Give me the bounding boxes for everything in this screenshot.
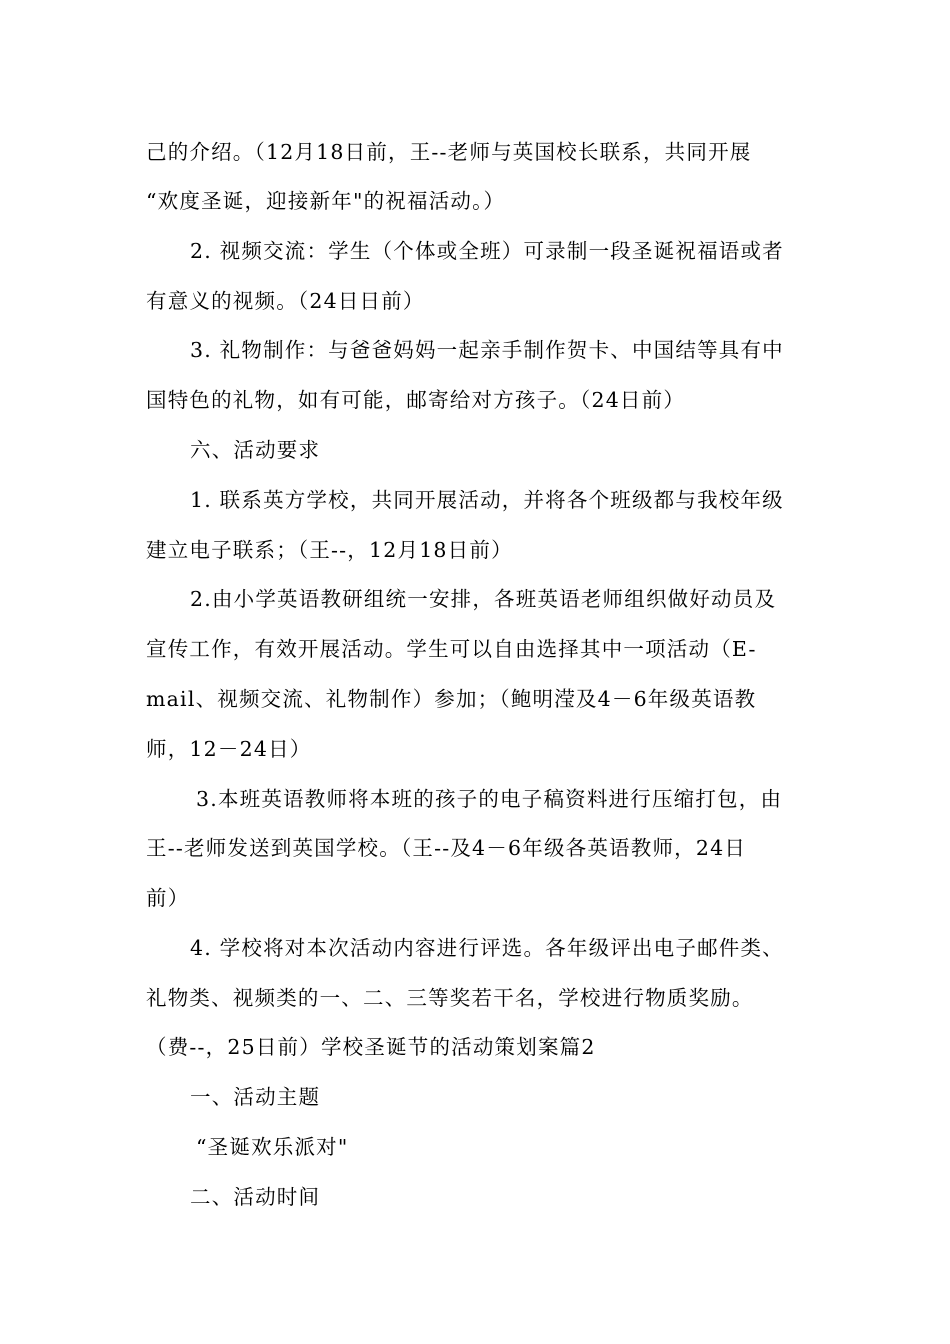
section-heading: 六、活动要求 (190, 438, 321, 462)
text-line: 建立电子联系；（王--，12月18日前） (146, 538, 513, 562)
text-line: 3. 礼物制作：与爸爸妈妈一起亲手制作贺卡、中国结等具有中 (190, 338, 784, 362)
text-line: 国特色的礼物，如有可能，邮寄给对方孩子。（24日前） (146, 388, 686, 412)
text-line: 礼物类、视频类的一、二、三等奖若干名，学校进行物质奖励。 (146, 986, 754, 1010)
text-line: 2.由小学英语教研组统一安排，各班英语老师组织做好动员及 (190, 587, 777, 611)
section-heading: 二、活动时间 (190, 1185, 321, 1209)
text-line: “欢度圣诞，迎接新年"的祝福活动。） (146, 189, 506, 213)
text-line: 师，12－24日） (146, 737, 312, 761)
text-line: 宣传工作，有效开展活动。学生可以自由选择其中一项活动（E- (146, 637, 757, 661)
text-line: 王--老师发送到英国学校。（王--及4－6年级各英语教师，24日 (146, 836, 747, 860)
text-line: mail、视频交流、礼物制作）参加；（鲍明滢及4－6年级英语教 (146, 687, 757, 711)
text-line: 2. 视频交流：学生（个体或全班）可录制一段圣诞祝福语或者 (190, 239, 784, 263)
text-line: 有意义的视频。（24日日前） (146, 289, 425, 313)
text-line: 己的介绍。（12月18日前，王--老师与英国校长联系，共同开展 (146, 140, 752, 164)
text-line: 4. 学校将对本次活动内容进行评选。各年级评出电子邮件类、 (190, 936, 784, 960)
text-line: 3.本班英语教师将本班的孩子的电子稿资料进行压缩打包，由 (196, 787, 783, 811)
text-line: “圣诞欢乐派对" (196, 1135, 349, 1159)
text-line: 前） (146, 886, 190, 910)
text-line: （费--，25日前）学校圣诞节的活动策划案篇2 (146, 1035, 596, 1059)
text-line: 1. 联系英方学校，共同开展活动，并将各个班级都与我校年级 (190, 488, 784, 512)
section-heading: 一、活动主题 (190, 1085, 321, 1109)
